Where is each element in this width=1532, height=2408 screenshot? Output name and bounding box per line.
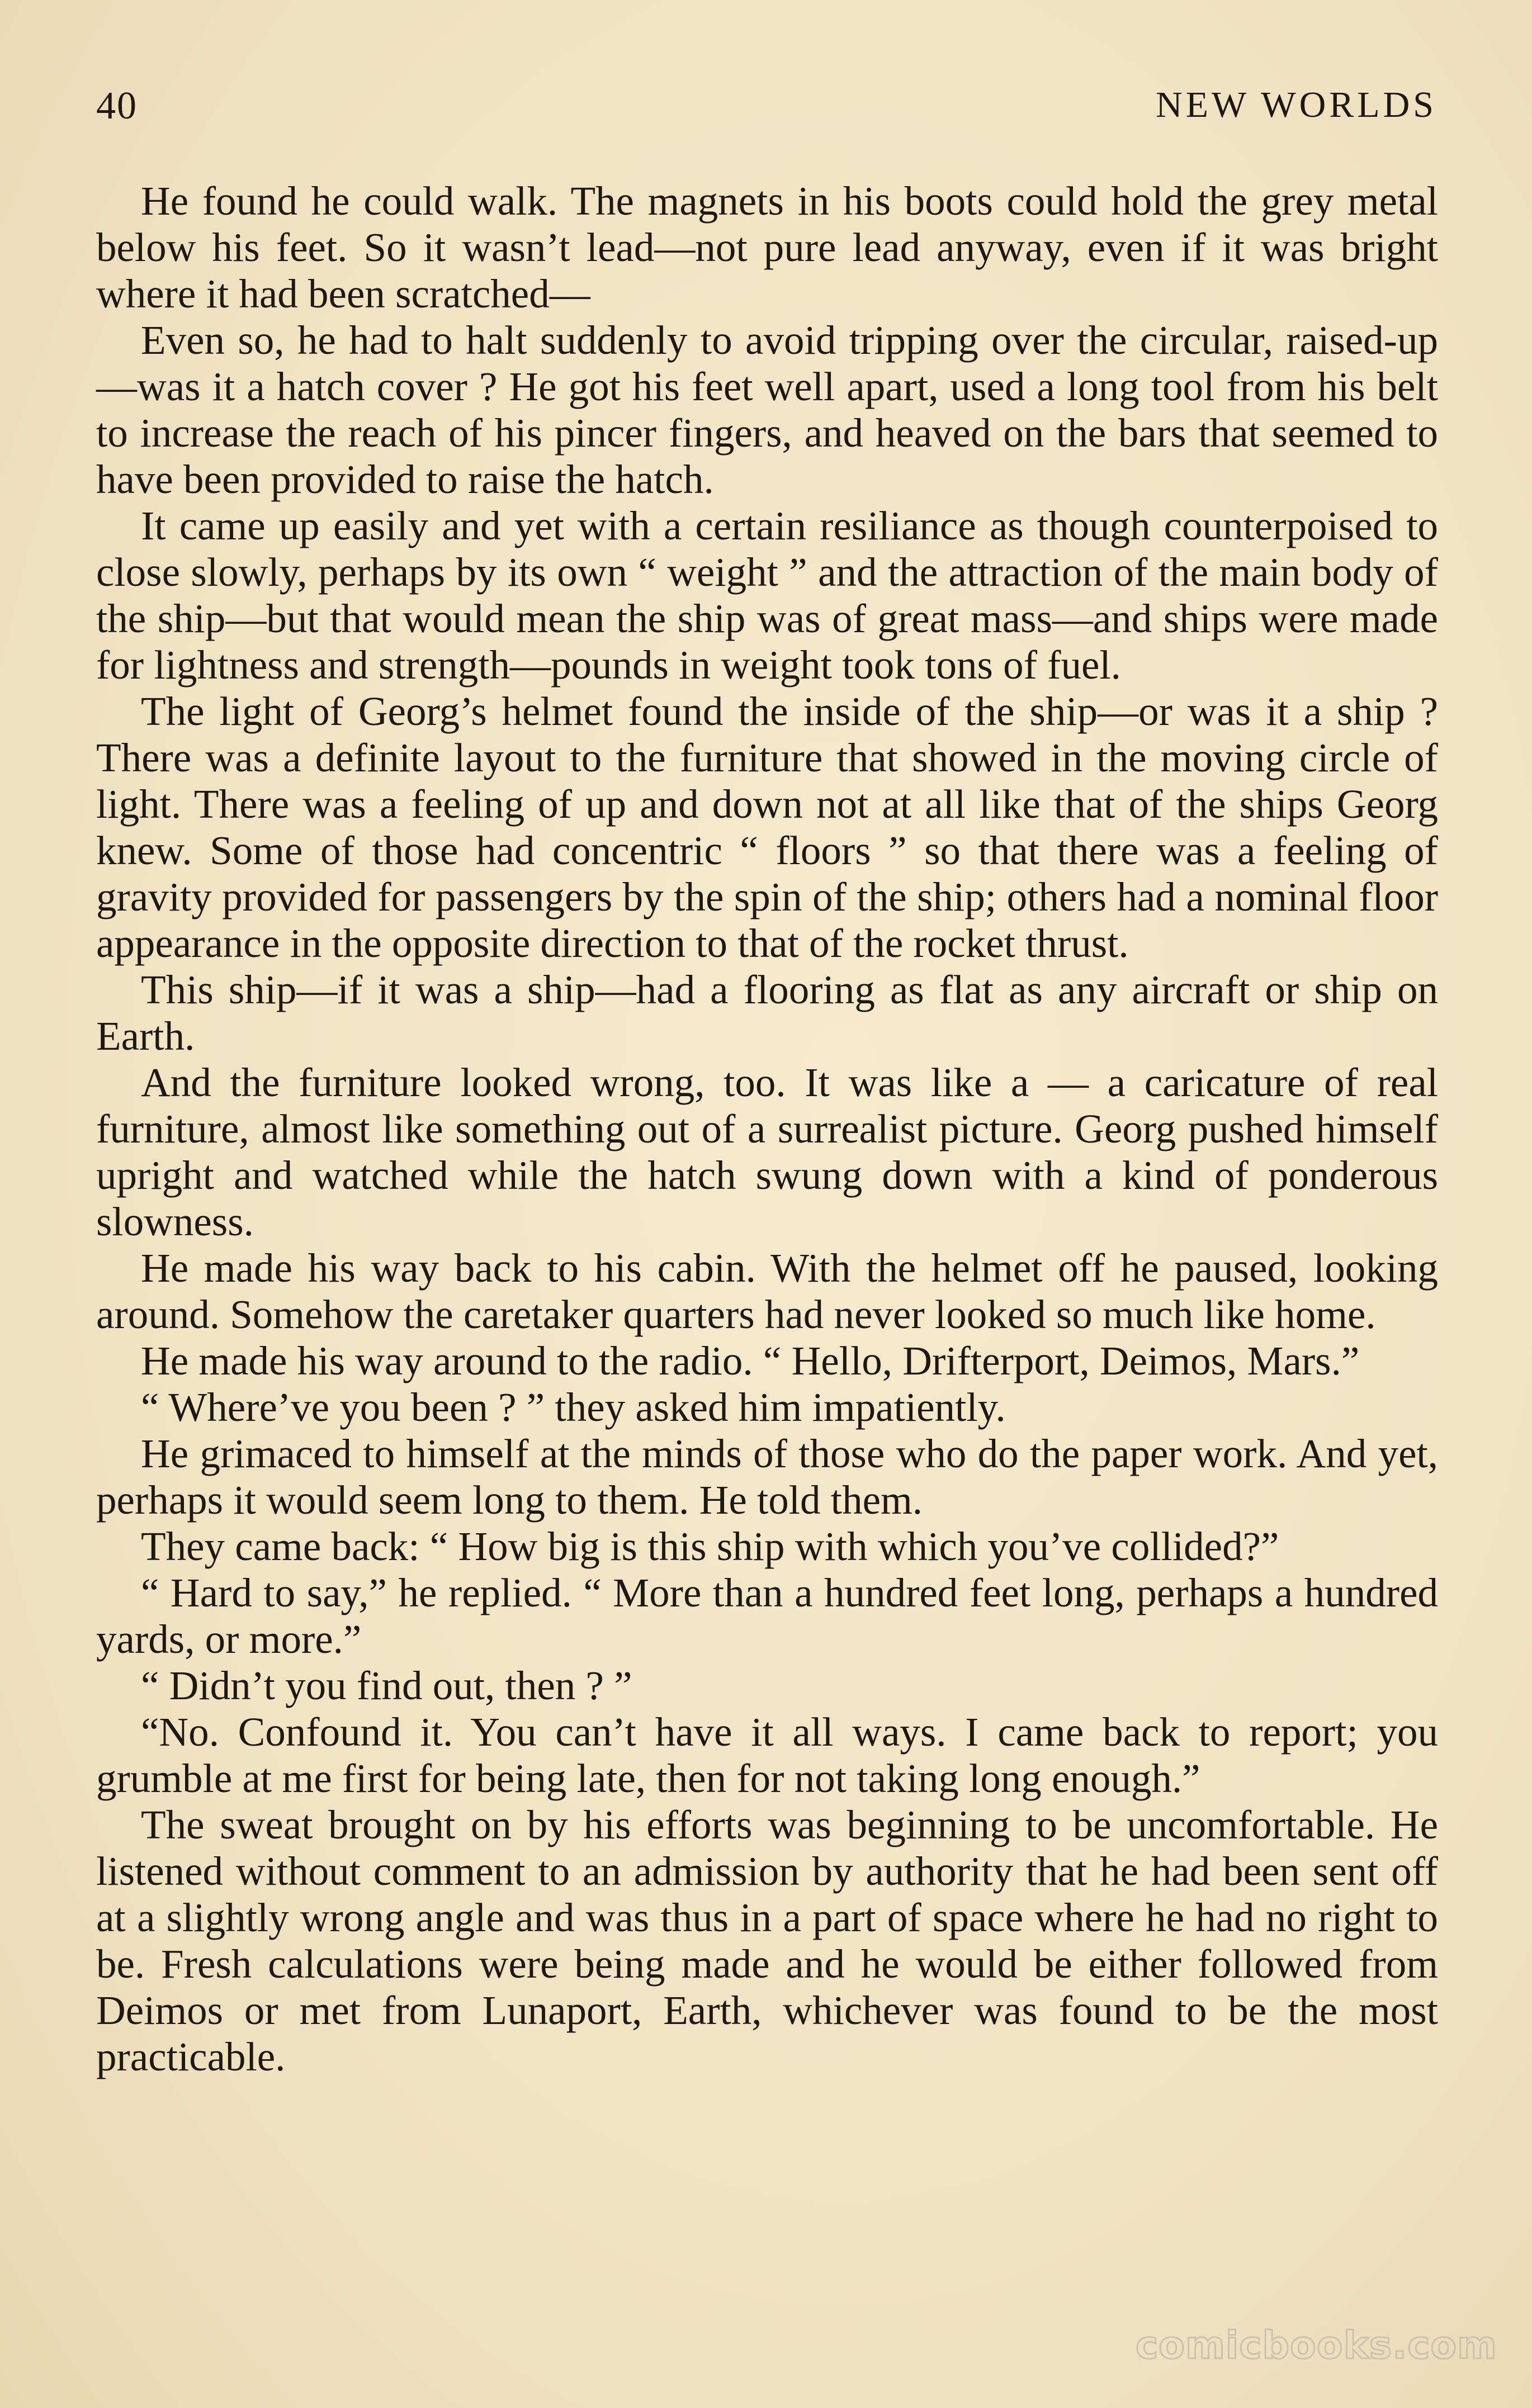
watermark: comicbooks.com	[1135, 2324, 1497, 2368]
paragraph: He made his way back to his cabin. With the helmet off he paused, looking around. Somehow the caretaker quarters had never looked so much like home.	[96, 1245, 1438, 1337]
page-number: 40	[96, 84, 138, 127]
page-header	[96, 84, 1437, 134]
paragraph: This ship—if it was a ship—had a flooring as flat as any aircraft or ship on Earth.	[96, 967, 1438, 1059]
paragraph: The sweat brought on by his efforts was beginning to be uncomfortable. He listened without comment to an admission by authority that he had been sent off at a slightly wrong angle and was thus in a part of space where he had no right to be. Fresh calculations were being made and he would be either followed from Deimos or met from Lunaport, Earth, whichever was found to be the most practicable.	[96, 1802, 1438, 2079]
body-text	[96, 178, 1438, 2080]
paragraph: It came up easily and yet with a certain resiliance as though counterpoised to close slowly, perhaps by its own “ weight ” and the attraction of the main body of the ship—but that would mean the ship was of great mass—and ships were made for lightness and strength—pounds in weight took tons of fuel.	[96, 503, 1438, 688]
paragraph: The light of Georg’s helmet found the inside of the ship—or was it a ship ? There was a definite layout to the furniture that showed in the moving circle of light. There was a feeling of up and down not at all like that of the ships Georg knew. Some of those had concentric “ floors ” so that there was a feeling of gravity provided for passengers by the spin of the ship; others had a nominal floor appearance in the opposite direction to that of the rocket thrust.	[96, 689, 1438, 966]
paragraph: “ Didn’t you find out, then ? ”	[141, 1663, 632, 1708]
paragraph: “ Where’ve you been ? ” they asked him impatiently.	[141, 1385, 1006, 1430]
paragraph: He grimaced to himself at the minds of those who do the paper work. And yet, perhaps it would seem long to them. He told them.	[96, 1431, 1438, 1523]
running-head: NEW WORLDS	[1155, 84, 1437, 125]
paragraph: “No. Confound it. You can’t have it all ways. I came back to report; you grumble at me first for being late, then for not taking long enough.”	[96, 1709, 1438, 1801]
paragraph: He made his way around to the radio. “ Hello, Drifterport, Deimos, Mars.”	[141, 1338, 1360, 1383]
paragraph: “ Hard to say,” he replied. “ More than a hundred feet long, perhaps a hundred yards, or more.”	[96, 1570, 1438, 1662]
paragraph: They came back: “ How big is this ship with which you’ve collided?”	[141, 1524, 1279, 1569]
paragraph: He found he could walk. The magnets in his boots could hold the grey metal below his feet. So it wasn’t lead—not pure lead anyway, even if it was bright where it had been scratched—	[96, 178, 1438, 316]
paragraph: Even so, he had to halt suddenly to avoid tripping over the circular, raised-up—was it a hatch cover ? He got his feet well apart, used a long tool from his belt to increase the reach of his pincer fingers, and heaved on the bars that seemed to have been provided to raise the hatch.	[96, 317, 1438, 502]
paragraph: And the furniture looked wrong, too. It was like a — a caricature of real furniture, almost like something out of a surrealist picture. Georg pushed himself upright and watched while the hatch swung down with a kind of ponderous slowness.	[96, 1060, 1438, 1244]
